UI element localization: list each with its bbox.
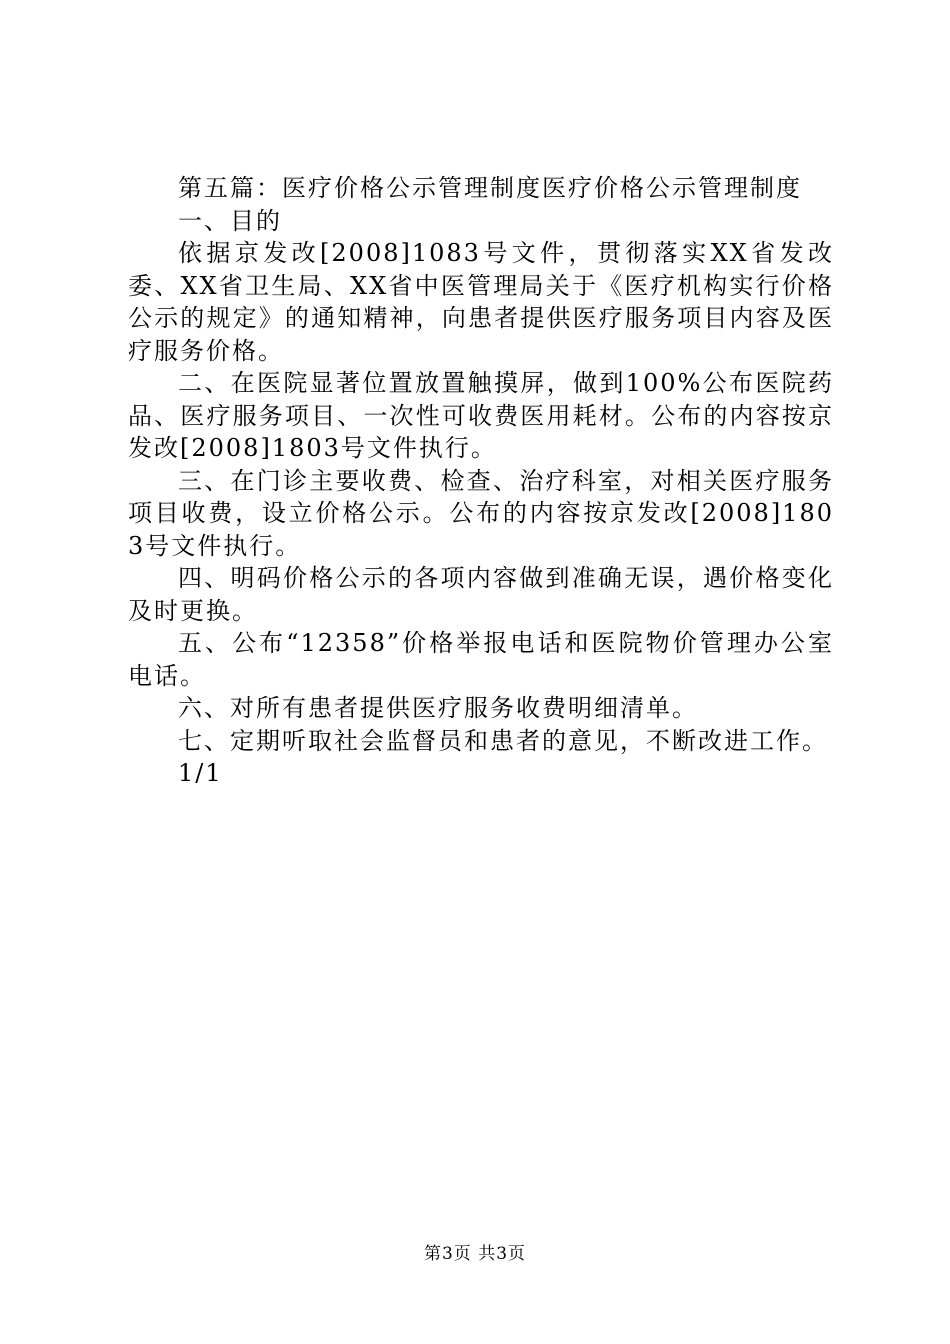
document-body: [128, 172, 834, 790]
paragraph-item-3: 三、在门诊主要收费、检查、治疗科室，对相关医疗服务项目收费，设立价格公示。公布的内容按京发改[2008]1803号文件执行。: [128, 466, 834, 560]
page-footer: 第3页 共3页: [423, 1244, 527, 1264]
paragraph-item-2: 二、在医院显著位置放置触摸屏，做到100%公布医院药品、医疗服务项目、一次性可收费医用耗材。公布的内容按京发改[2008]1803号文件执行。: [128, 369, 834, 462]
paragraph-item-7: 七、定期听取社会监督员和患者的意见，不断改进工作。: [178, 726, 828, 755]
paragraph-item-6: 六、对所有患者提供医疗服务收费明细清单。: [178, 694, 698, 722]
document-title: 第五篇：医疗价格公示管理制度医疗价格公示管理制度: [178, 174, 802, 202]
paragraph-item-4: 四、明码价格公示的各项内容做到准确无误，遇价格变化及时更换。: [128, 564, 834, 625]
paragraph-basis: 依据京发改[2008]1083号文件，贯彻落实XX省发改委、XX省卫生局、XX省中医管理局关于《医疗机构实行价格公示的规定》的通知精神，向患者提供医疗服务项目内容及医疗服务价格。: [128, 239, 834, 365]
paragraph-item-5: 五、公布“12358”价格举报电话和医院物价管理办公室电话。: [128, 629, 834, 690]
section-heading-purpose: 一、目的: [178, 206, 282, 235]
inline-page-marker: 1/1: [178, 759, 223, 787]
